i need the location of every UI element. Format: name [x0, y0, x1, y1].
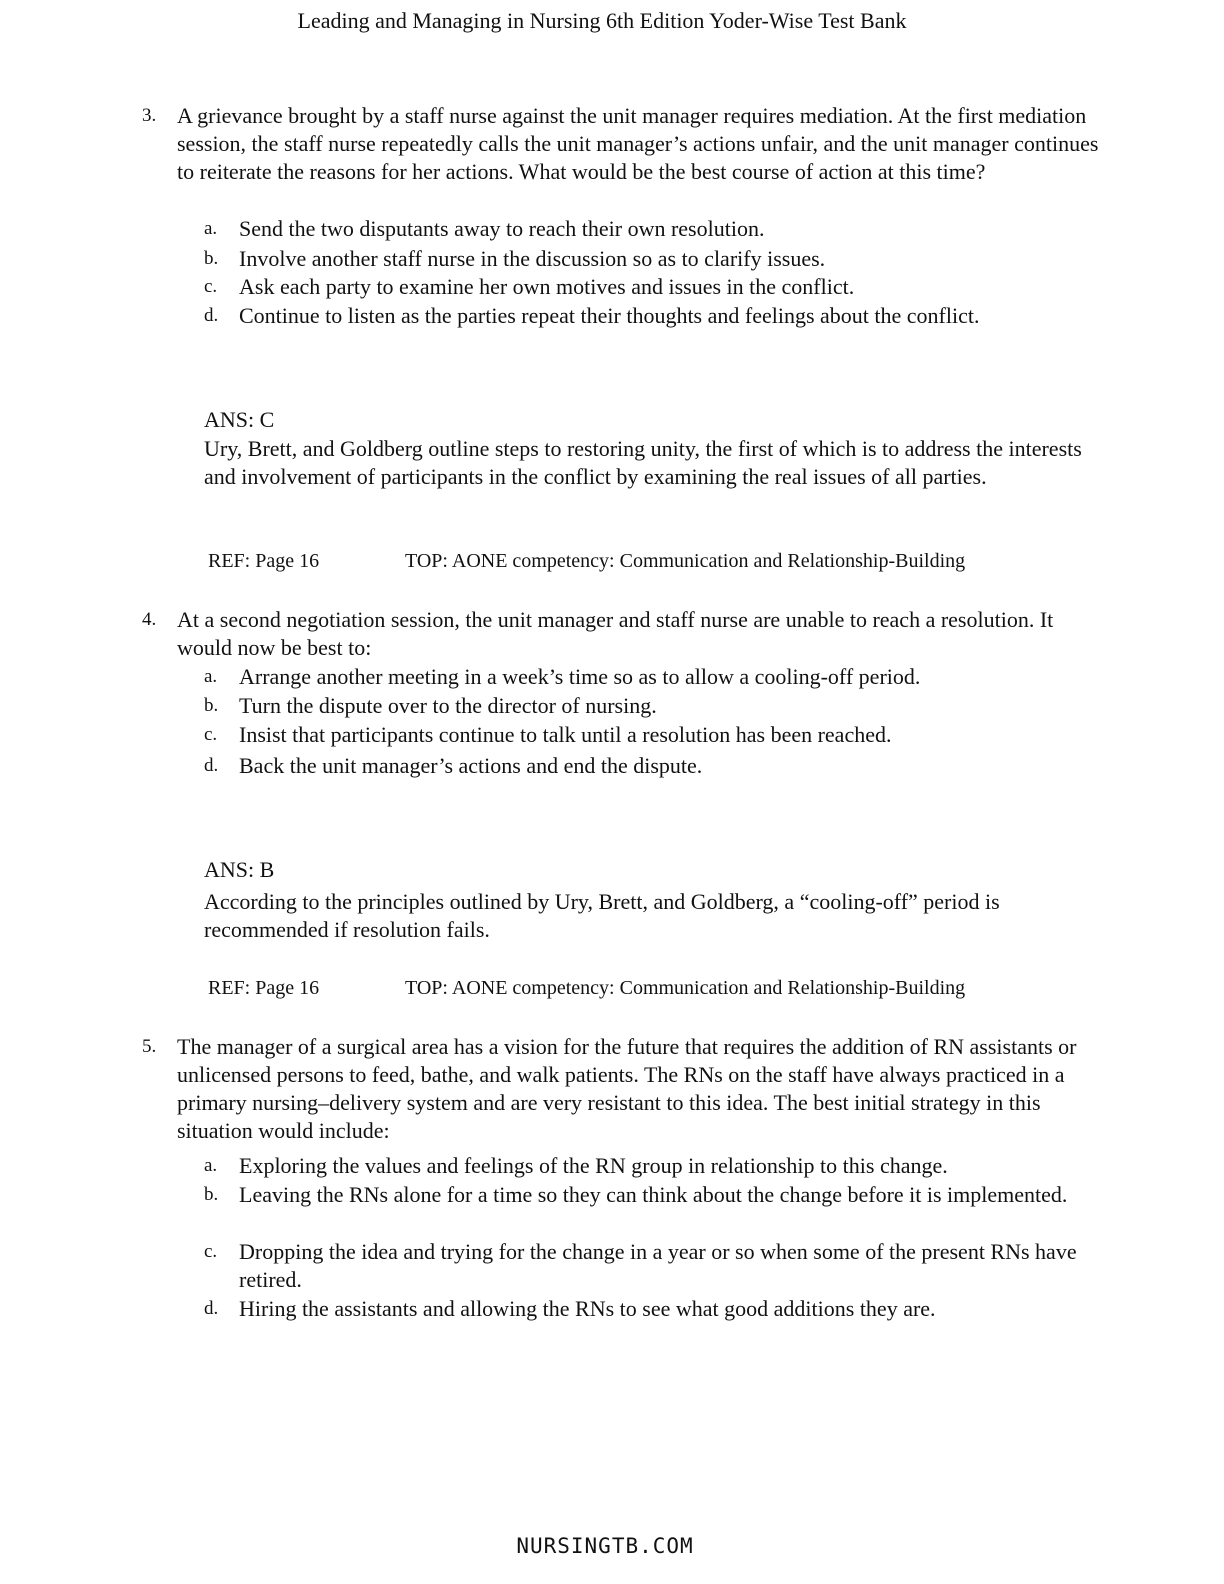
- choice-text: Continue to listen as the parties repeat their thoughts and feelings about the conflict.: [239, 303, 980, 328]
- topic: TOP: AONE competency: Communication and Relationship-Building: [405, 550, 966, 572]
- question-number: 3.: [142, 105, 157, 126]
- choice-letter: a.: [204, 218, 218, 239]
- choice-text: Back the unit manager’s actions and end the dispute.: [239, 753, 703, 778]
- choice-letter: a.: [204, 666, 218, 687]
- choice-text: Leaving the RNs alone for a time so they can think about the change before it is implemented.: [239, 1182, 1068, 1207]
- reference: REF: Page 16: [208, 550, 320, 572]
- choice-text: Ask each party to examine her own motives and issues in the conflict.: [239, 274, 855, 299]
- choice-letter: c.: [204, 1241, 218, 1262]
- reference: REF: Page 16: [208, 977, 320, 999]
- choice-letter: d.: [204, 305, 219, 326]
- answer-key: ANS: B: [204, 857, 275, 882]
- topic: TOP: AONE competency: Communication and Relationship-Building: [405, 977, 966, 999]
- page-header-title: Leading and Managing in Nursing 6th Edition Yoder-Wise Test Bank: [297, 8, 907, 33]
- choice-letter: a.: [204, 1155, 218, 1176]
- question-stem: At a second negotiation session, the unit manager and staff nurse are unable to reach a resolution. It would now be best to:: [177, 607, 1054, 660]
- choice-text: Arrange another meeting in a week’s time so as to allow a cooling-off period.: [239, 664, 921, 689]
- choice-text: Turn the dispute over to the director of nursing.: [239, 693, 657, 718]
- answer-rationale: Ury, Brett, and Goldberg outline steps to restoring unity, the first of which is to address the interests and involvement of participants in the conflict by examining the real issues of all parties.: [204, 436, 1082, 489]
- choice-letter: d.: [204, 1298, 219, 1319]
- choice-text: Send the two disputants away to reach their own resolution.: [239, 216, 765, 241]
- choice-letter: c.: [204, 724, 218, 745]
- choice-text: Involve another staff nurse in the discussion so as to clarify issues.: [239, 246, 826, 271]
- choice-text: Dropping the idea and trying for the change in a year or so when some of the present RNs have retired.: [239, 1239, 1077, 1292]
- question-stem: A grievance brought by a staff nurse against the unit manager requires mediation. At the first mediation session, the staff nurse repeatedly calls the unit manager’s actions unfair, and the unit manager continues to reiterate the reasons for her actions. What would be the best course of action at this time?: [177, 103, 1099, 184]
- choice-letter: d.: [204, 755, 219, 776]
- question-number: 5.: [142, 1036, 157, 1057]
- choice-text: Exploring the values and feelings of the RN group in relationship to this change.: [239, 1153, 948, 1178]
- choice-letter: b.: [204, 248, 219, 269]
- question-stem: The manager of a surgical area has a vision for the future that requires the addition of RN assistants or unlicensed persons to feed, bathe, and walk patients. The RNs on the staff have always practiced in a primary nursing–delivery system and are very resistant to this idea. The best initial strategy in this situation would include:: [177, 1034, 1077, 1143]
- choice-text: Hiring the assistants and allowing the RNs to see what good additions they are.: [239, 1296, 936, 1321]
- answer-rationale: According to the principles outlined by Ury, Brett, and Goldberg, a “cooling-off” period is recommended if resolution fails.: [204, 889, 1000, 942]
- choice-letter: b.: [204, 1184, 219, 1205]
- choice-letter: c.: [204, 276, 218, 297]
- choice-letter: b.: [204, 695, 219, 716]
- footer-watermark: NURSINGTB.COM: [516, 1534, 694, 1558]
- question-number: 4.: [142, 609, 157, 630]
- answer-key: ANS: C: [204, 407, 275, 432]
- choice-text: Insist that participants continue to talk until a resolution has been reached.: [239, 722, 892, 747]
